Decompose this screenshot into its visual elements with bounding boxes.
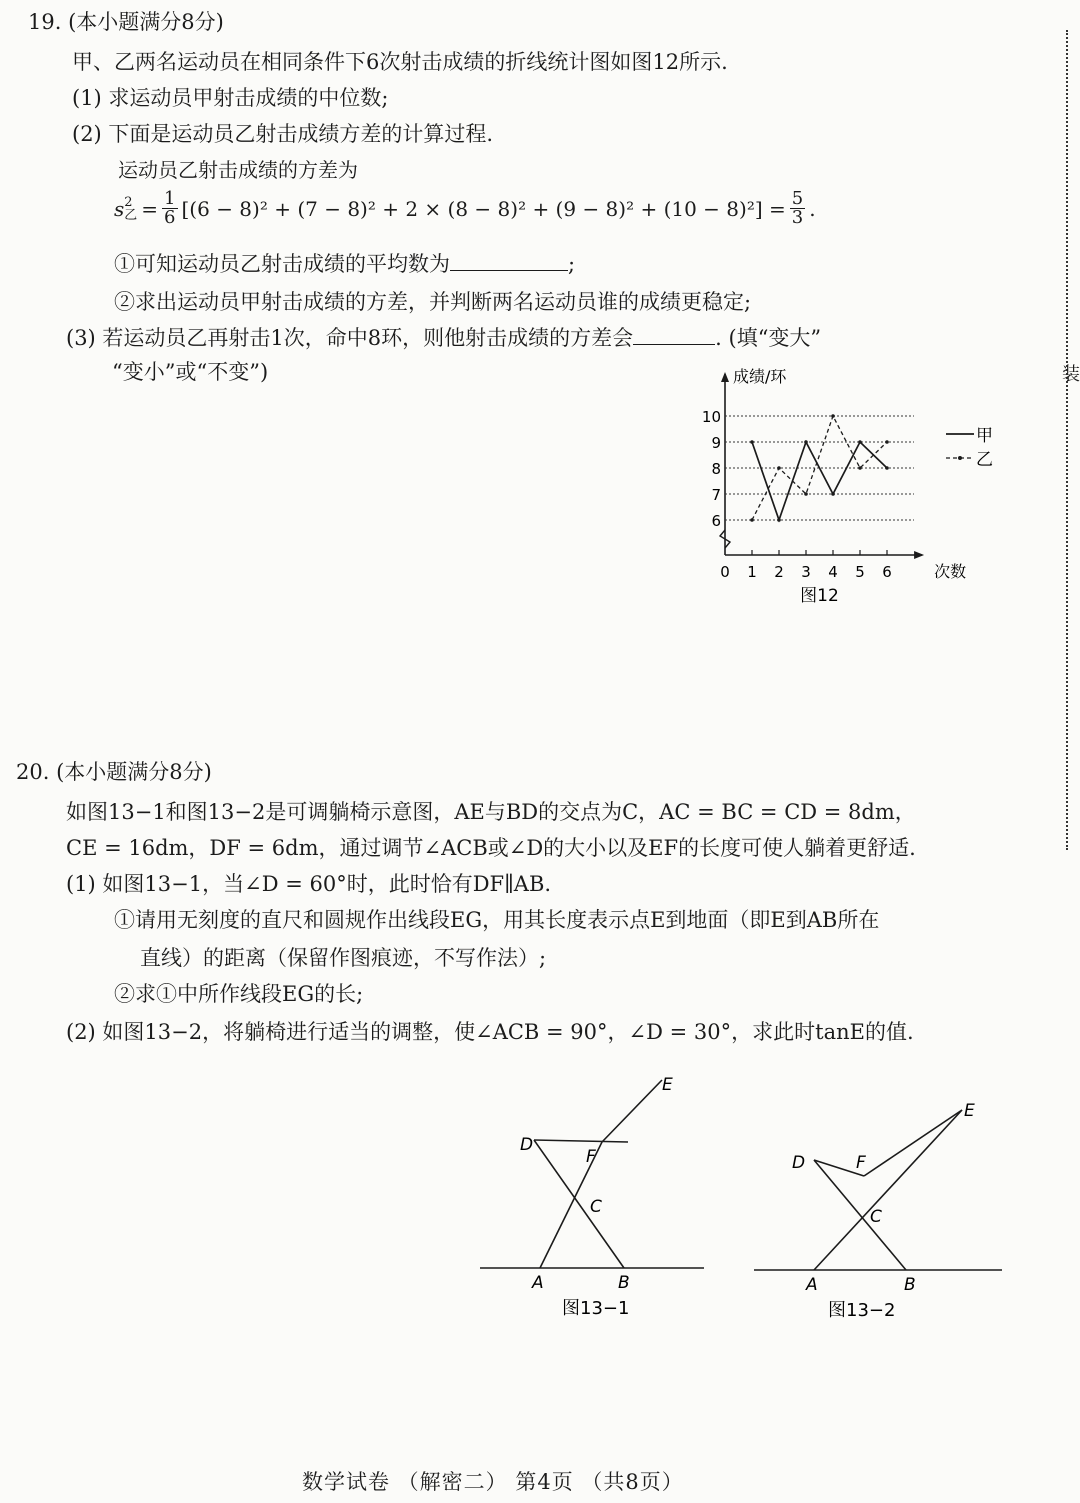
x-axis-arrow bbox=[914, 551, 924, 559]
figure-13-1-caption: 图13−1 bbox=[562, 1298, 630, 1319]
answer-blank-variance[interactable] bbox=[633, 324, 715, 345]
q19-part3 bbox=[66, 322, 821, 352]
chart-title: 图12 bbox=[800, 586, 839, 606]
q19-part2-ii: ②求出运动员甲射击成绩的方差，并判断两名运动员谁的成绩更稳定; bbox=[114, 290, 752, 314]
label-a: A bbox=[532, 1273, 544, 1293]
legend-yi-label: 乙 bbox=[976, 450, 993, 470]
x-tick-6: 6 bbox=[882, 563, 892, 581]
q19-part3-text: (3) 若运动员乙再射击1次，命中8环，则他射击成绩的方差会 bbox=[66, 326, 634, 350]
q19-points: (本小题满分8分) bbox=[68, 10, 224, 34]
label-f: F bbox=[586, 1147, 596, 1167]
formula-eq: = bbox=[141, 196, 159, 221]
series-yi-point-2 bbox=[777, 466, 781, 470]
series-yi-point-3 bbox=[804, 492, 808, 496]
q20-intro-1: 如图13−1和图13−2是可调躺椅示意图，AE与BD的交点为C，AC = BC = CD = 8dm， bbox=[66, 800, 916, 824]
q20-part1-i-2: 直线）的距离（保留作图痕迹，不写作法）; bbox=[140, 946, 547, 970]
binding-edge-dots bbox=[1066, 30, 1068, 850]
q20-number: 20. bbox=[16, 760, 50, 784]
label-d: D bbox=[792, 1153, 806, 1173]
figure-13-1 bbox=[478, 1068, 718, 1328]
series-yi-point-1 bbox=[750, 518, 754, 522]
series-jia-point-3 bbox=[804, 440, 808, 444]
label-c: C bbox=[590, 1197, 602, 1217]
label-e: E bbox=[964, 1101, 975, 1121]
segment-df bbox=[534, 1140, 628, 1142]
q19-heading bbox=[28, 6, 224, 36]
label-e: E bbox=[662, 1075, 673, 1095]
segment-fe bbox=[602, 1080, 662, 1142]
page-footer: 数学试卷 （解密二） 第4页 （共8页） bbox=[302, 1470, 684, 1494]
x-tick-0: 0 bbox=[720, 563, 730, 581]
label-d: D bbox=[520, 1135, 534, 1155]
y-axis-arrow bbox=[721, 372, 729, 382]
label-c: C bbox=[870, 1207, 882, 1227]
series-jia-point-5 bbox=[858, 440, 862, 444]
x-tick-2: 2 bbox=[774, 563, 784, 581]
formula-body: [(6 − 8)² + (7 − 8)² + 2 × (8 − 8)² + (9 − 8)² + (10 − 8)²] = bbox=[181, 196, 786, 221]
formula-lhs-sub: 乙 bbox=[124, 207, 138, 223]
formula-res-den: 3 bbox=[791, 207, 804, 228]
series-yi-point-5 bbox=[858, 466, 862, 470]
y-tick-9: 9 bbox=[711, 434, 721, 452]
y-axis-label: 成绩/环 bbox=[733, 367, 787, 386]
figure-13-2 bbox=[752, 1090, 1008, 1330]
y-tick-10: 10 bbox=[701, 408, 721, 426]
formula-lhs-sup: 2 bbox=[124, 194, 133, 210]
segment-fe bbox=[864, 1110, 962, 1176]
q20-points: (本小题满分8分) bbox=[56, 760, 212, 784]
formula-frac-den: 6 bbox=[164, 207, 176, 228]
x-tick-5: 5 bbox=[855, 563, 865, 581]
figure-13-2-caption: 图13−2 bbox=[828, 1300, 896, 1321]
q19-part3-line2: “变小”或“不变”) bbox=[112, 360, 269, 384]
q20-heading bbox=[16, 756, 212, 786]
y-tick-7: 7 bbox=[711, 486, 721, 504]
q20-part1-ii: ②求①中所作线段EG的长; bbox=[114, 982, 364, 1006]
q20-part1-i: ①请用无刻度的直尺和圆规作出线段EG，用其长度表示点E到地面（即E到AB所在 bbox=[114, 908, 880, 932]
x-tick-4: 4 bbox=[828, 563, 838, 581]
segment-bd bbox=[534, 1140, 624, 1268]
label-b: B bbox=[904, 1275, 916, 1295]
series-jia-point-2 bbox=[777, 518, 781, 522]
y-tick-6: 6 bbox=[711, 512, 721, 530]
series-jia-point-6 bbox=[885, 466, 889, 470]
series-yi-point-6 bbox=[885, 440, 889, 444]
formula-fraction bbox=[162, 190, 177, 227]
q19-intro: 甲、乙两名运动员在相同条件下6次射击成绩的折线统计图如图12所示. bbox=[72, 50, 728, 74]
formula-res-num: 5 bbox=[791, 188, 804, 209]
label-f: F bbox=[856, 1153, 866, 1173]
segment-bd bbox=[814, 1160, 906, 1270]
legend-yi-dot bbox=[958, 456, 962, 460]
label-b: B bbox=[618, 1273, 630, 1293]
q19-part1: (1) 求运动员甲射击成绩的中位数; bbox=[72, 86, 389, 110]
variance-formula bbox=[114, 190, 816, 227]
q19-part2-i-text: ①可知运动员乙射击成绩的平均数为 bbox=[114, 252, 450, 276]
x-tick-1: 1 bbox=[747, 563, 757, 581]
formula-end: . bbox=[809, 196, 816, 221]
formula-lhs: s bbox=[114, 196, 125, 221]
y-tick-8: 8 bbox=[711, 460, 721, 478]
series-jia-point-1 bbox=[750, 440, 754, 444]
q20-part2: (2) 如图13−2，将躺椅进行适当的调整，使∠ACB = 90°，∠D = 30°，求此时tanE的值. bbox=[66, 1020, 914, 1044]
figure-12-chart bbox=[690, 360, 993, 610]
q19-part2-i-end: ; bbox=[568, 252, 576, 276]
legend-jia-label: 甲 bbox=[976, 426, 993, 446]
x-axis-label: 次数 bbox=[934, 562, 967, 581]
binding-edge-mark: 装 bbox=[1062, 364, 1080, 385]
q19-part2: (2) 下面是运动员乙射击成绩方差的计算过程. bbox=[72, 122, 494, 146]
label-a: A bbox=[806, 1275, 818, 1295]
q20-intro-2: CE = 16dm，DF = 6dm，通过调节∠ACB或∠D的大小以及EF的长度可使人躺着更舒适. bbox=[66, 836, 916, 860]
x-tick-3: 3 bbox=[801, 563, 811, 581]
segment-ae bbox=[814, 1110, 962, 1270]
formula-frac-num: 1 bbox=[164, 188, 176, 209]
q19-number: 19. bbox=[28, 10, 62, 34]
formula-result bbox=[790, 190, 805, 227]
q19-part2-sub: 运动员乙射击成绩的方差为 bbox=[118, 158, 358, 182]
q20-part1: (1) 如图13−1，当∠D = 60°时，此时恰有DF∥AB. bbox=[66, 872, 552, 896]
series-jia-point-4 bbox=[831, 492, 835, 496]
q19-part3-end: . (填“变大” bbox=[715, 326, 822, 350]
series-yi-point-4 bbox=[831, 414, 835, 418]
answer-blank-mean[interactable] bbox=[450, 250, 568, 271]
q19-part2-i bbox=[114, 248, 575, 278]
